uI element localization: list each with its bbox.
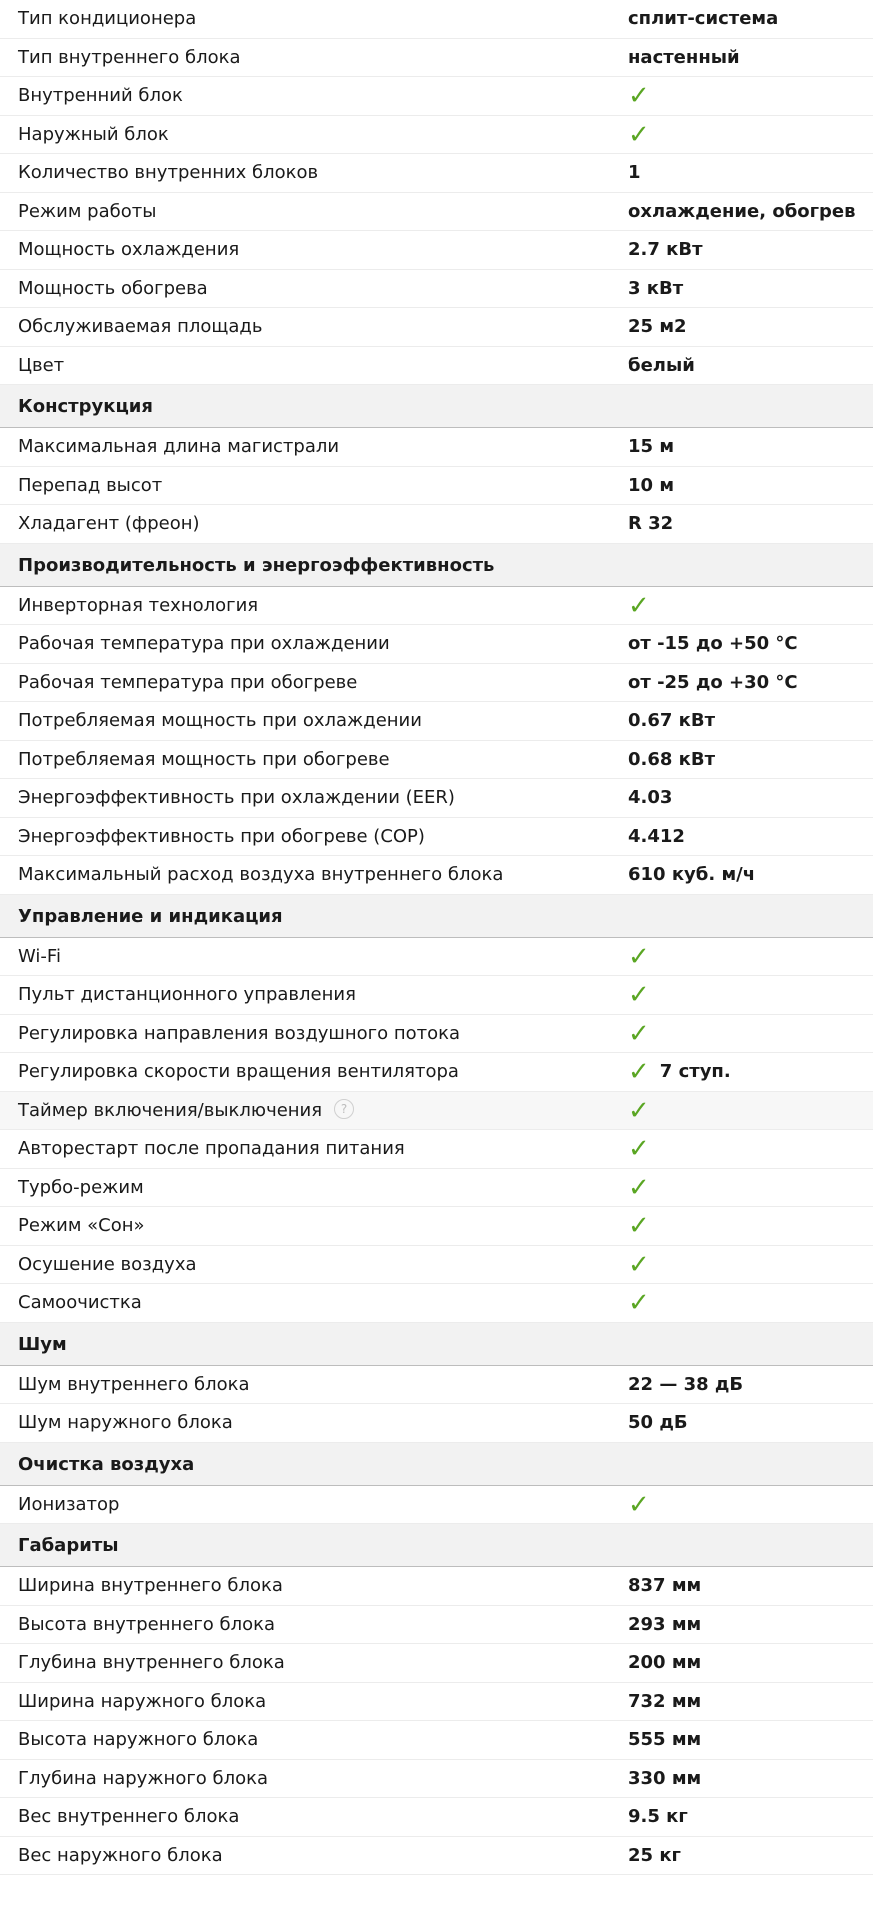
spec-label-text: Шум внутреннего блока [18,1373,250,1395]
spec-label [18,587,258,625]
spec-row [0,1366,873,1405]
checkmark-icon: ✓ [628,1211,650,1241]
spec-label [18,1404,233,1442]
spec-label [18,231,239,269]
spec-label-text: Ширина наружного блока [18,1690,267,1712]
spec-label-text: Высота наружного блока [18,1729,259,1750]
spec-value-text: сплит-система [628,8,779,29]
spec-label [18,664,357,702]
checkmark-icon: ✓ [628,1134,650,1164]
spec-row [0,702,873,741]
spec-value-text: 0.68 кВт [628,748,716,770]
spec-label [18,1683,266,1721]
spec-label [18,1606,275,1644]
spec-row [0,1567,873,1606]
checkmark-icon: ✓ [628,1172,650,1203]
section-header: Производительность и энергоэффективность [0,544,873,587]
help-icon[interactable]: ? [334,1099,354,1119]
spec-row [0,193,873,232]
checkmark-icon: ✓ [628,1057,650,1087]
spec-label [18,1207,145,1245]
spec-value [628,1366,743,1404]
spec-label [18,1366,250,1404]
spec-value [628,193,856,231]
spec-label [18,702,422,740]
spec-label-text: Энергоэффективность при охлаждении (EER) [18,787,455,808]
spec-label [18,1567,283,1605]
spec-row [0,1207,873,1246]
spec-value [628,1207,650,1245]
spec-label [18,938,61,976]
spec-row [0,347,873,386]
spec-label-text: Обслуживаемая площадь [18,316,263,337]
spec-value [628,270,683,308]
spec-row [0,467,873,506]
spec-value-text: от -15 до +50 °C [628,633,798,654]
spec-row [0,1284,873,1323]
spec-label-text: Турбо-режим [18,1176,144,1198]
spec-value [628,938,650,976]
spec-label-text: Мощность обогрева [18,277,208,299]
spec-row [0,1837,873,1876]
spec-label [18,1015,460,1053]
spec-label [18,193,156,231]
spec-label-text: Цвет [18,354,65,376]
spec-row [0,505,873,544]
spec-label-text: Высота внутреннего блока [18,1613,276,1635]
spec-label-text: Пульт дистанционного управления [18,984,356,1005]
spec-label-text: Глубина наружного блока [18,1767,269,1789]
spec-label [18,1130,405,1168]
section-header: Очистка воздуха [0,1443,873,1486]
spec-value-text: 9.5 кг [628,1806,688,1827]
spec-value [628,856,755,894]
spec-value-text: 555 мм [628,1729,702,1750]
spec-label [18,1169,144,1207]
spec-value [628,1760,701,1798]
spec-label [18,856,503,894]
checkmark-icon: ✓ [628,1249,650,1280]
spec-value [628,505,673,543]
spec-value [628,1683,701,1721]
spec-value [628,1404,688,1442]
spec-value-text: 15 м [628,436,675,457]
spec-value [628,1567,701,1605]
spec-row [0,1169,873,1208]
spec-label [18,270,208,308]
spec-row [0,625,873,664]
spec-row [0,1486,873,1525]
spec-value [628,39,740,77]
spec-value [628,1169,650,1207]
spec-label-text: Самоочистка [18,1292,142,1313]
spec-row [0,1130,873,1169]
spec-row [0,116,873,155]
spec-value-text: 1 [628,162,641,183]
spec-row [0,308,873,347]
spec-value-text: 732 мм [628,1690,702,1712]
spec-label-text: Количество внутренних блоков [18,162,319,183]
spec-row [0,938,873,977]
checkmark-icon: ✓ [628,119,650,150]
checkmark-icon: ✓ [628,1489,650,1520]
spec-value [628,664,798,702]
spec-label-text: Хладагент (фреон) [18,513,200,534]
spec-label [18,0,196,38]
spec-value-text: 4.412 [628,825,685,847]
spec-value-text: 25 м2 [628,316,687,337]
spec-label [18,77,183,115]
spec-label-text: Энергоэффективность при обогреве (COP) [18,825,425,847]
spec-label [18,1798,239,1836]
spec-value [628,1798,688,1836]
spec-label-text: Регулировка скорости вращения вентилятора [18,1061,459,1082]
section-header: Управление и индикация [0,895,873,938]
spec-label-text: Режим «Сон» [18,1215,145,1236]
spec-label-text: Вес внутреннего блока [18,1806,240,1827]
spec-value [628,1284,650,1322]
checkmark-icon: ✓ [628,590,650,621]
spec-value [628,702,715,740]
spec-value [628,779,672,817]
spec-label-text: Потребляемая мощность при охлаждении [18,710,422,731]
spec-row [0,154,873,193]
spec-label-text: Режим работы [18,200,157,222]
spec-value [628,1092,650,1130]
spec-label [18,779,455,817]
spec-value-text: 837 мм [628,1575,702,1596]
spec-value [628,0,778,38]
spec-value-text: 25 кг [628,1844,681,1866]
spec-label [18,154,318,192]
spec-value [628,467,674,505]
spec-label [18,625,390,663]
spec-row [0,1721,873,1760]
spec-value [628,976,650,1014]
spec-label-text: Тип внутреннего блока [18,46,241,68]
spec-value [628,231,703,269]
spec-label [18,1760,268,1798]
spec-row [0,270,873,309]
spec-label-text: Wi-Fi [18,945,61,967]
spec-label-text: Рабочая температура при охлаждении [18,633,390,654]
spec-row [0,1683,873,1722]
spec-value-text: белый [628,354,695,376]
spec-row [0,1798,873,1837]
spec-value-text: настенный [628,46,740,68]
spec-value-text: 200 мм [628,1652,702,1673]
spec-value [628,428,674,466]
spec-value [628,308,687,346]
spec-label-text: Инверторная технология [18,594,259,616]
spec-value [628,154,641,192]
spec-value [628,1015,650,1053]
spec-label-text: Глубина внутреннего блока [18,1652,285,1673]
spec-row [0,856,873,895]
spec-value-text: 10 м [628,474,675,496]
spec-label [18,1092,354,1130]
spec-label-text: Регулировка направления воздушного потока [18,1022,461,1044]
spec-row [0,1092,873,1131]
spec-label [18,1486,119,1524]
spec-value-text: 50 дБ [628,1412,688,1433]
spec-label-text: Перепад высот [18,474,163,496]
spec-label-text: Мощность охлаждения [18,239,240,260]
spec-value-text: 0.67 кВт [628,710,716,731]
checkmark-icon: ✓ [628,980,650,1010]
spec-label-text: Тип кондиционера [18,8,197,29]
spec-value [628,818,685,856]
checkmark-icon: ✓ [628,941,650,972]
spec-label-text: Шум наружного блока [18,1412,233,1433]
spec-value-text: 293 мм [628,1613,702,1635]
spec-value [628,1837,681,1875]
spec-row [0,39,873,78]
spec-value-text: 22 — 38 дБ [628,1373,744,1395]
checkmark-icon: ✓ [628,1018,650,1049]
spec-row [0,664,873,703]
checkmark-icon: ✓ [628,1095,650,1126]
spec-row [0,818,873,857]
spec-value [628,1486,650,1524]
spec-label [18,347,64,385]
spec-label-text: Максимальный расход воздуха внутреннего блока [18,864,504,885]
spec-row [0,231,873,270]
spec-label-text: Потребляемая мощность при обогреве [18,748,390,770]
spec-label [18,976,356,1014]
spec-label [18,741,390,779]
spec-row [0,1015,873,1054]
spec-row [0,976,873,1015]
spec-label-text: Авторестарт после пропадания питания [18,1138,405,1159]
spec-label [18,1284,142,1322]
spec-label-text: Ширина внутреннего блока [18,1575,283,1596]
spec-value-text: 7 ступ. [659,1061,731,1082]
spec-label-text: Ионизатор [18,1493,120,1515]
spec-value-text: R 32 [628,513,674,534]
spec-label [18,428,339,466]
spec-label [18,505,200,543]
spec-value [628,1130,650,1168]
spec-value-text: 4.03 [628,787,673,808]
spec-row [0,1760,873,1799]
spec-value [628,1644,701,1682]
spec-label [18,1644,285,1682]
spec-value-text: охлаждение, обогрев [628,200,856,222]
spec-label [18,467,162,505]
spec-value-text: 2.7 кВт [628,239,703,260]
spec-label [18,1721,258,1759]
spec-label [18,1246,197,1284]
spec-label-text: Наружный блок [18,123,169,145]
spec-label [18,818,425,856]
section-header: Габариты [0,1524,873,1567]
spec-value [628,77,650,115]
spec-label [18,1053,459,1091]
spec-value-text: 3 кВт [628,277,684,299]
spec-label-text: Вес наружного блока [18,1844,223,1866]
spec-value [628,347,695,385]
spec-row [0,1644,873,1683]
spec-value [628,1721,701,1759]
spec-value [628,1053,731,1091]
spec-row [0,587,873,626]
spec-value [628,587,650,625]
spec-value-text: от -25 до +30 °C [628,671,798,693]
spec-label-text: Рабочая температура при обогреве [18,671,358,693]
spec-label [18,116,169,154]
spec-label-text: Осушение воздуха [18,1253,197,1275]
spec-row [0,0,873,39]
spec-value [628,625,798,663]
spec-value-text: 610 куб. м/ч [628,864,756,885]
spec-label [18,1837,223,1875]
spec-row [0,1404,873,1443]
spec-value [628,116,650,154]
checkmark-icon: ✓ [628,1288,650,1318]
spec-value [628,1246,650,1284]
section-header: Конструкция [0,385,873,428]
spec-label-text: Внутренний блок [18,85,183,106]
spec-label [18,308,262,346]
checkmark-icon: ✓ [628,81,650,111]
spec-row [0,1606,873,1645]
spec-row [0,1246,873,1285]
spec-row [0,428,873,467]
spec-label-text: Таймер включения/выключения [18,1099,323,1121]
section-header: Шум [0,1323,873,1366]
spec-row [0,741,873,780]
spec-value-text: 330 мм [628,1767,702,1789]
spec-row [0,1053,873,1092]
spec-value [628,1606,701,1644]
spec-row [0,77,873,116]
spec-row [0,779,873,818]
spec-label-text: Максимальная длина магистрали [18,436,340,457]
spec-label [18,39,241,77]
spec-value [628,741,715,779]
